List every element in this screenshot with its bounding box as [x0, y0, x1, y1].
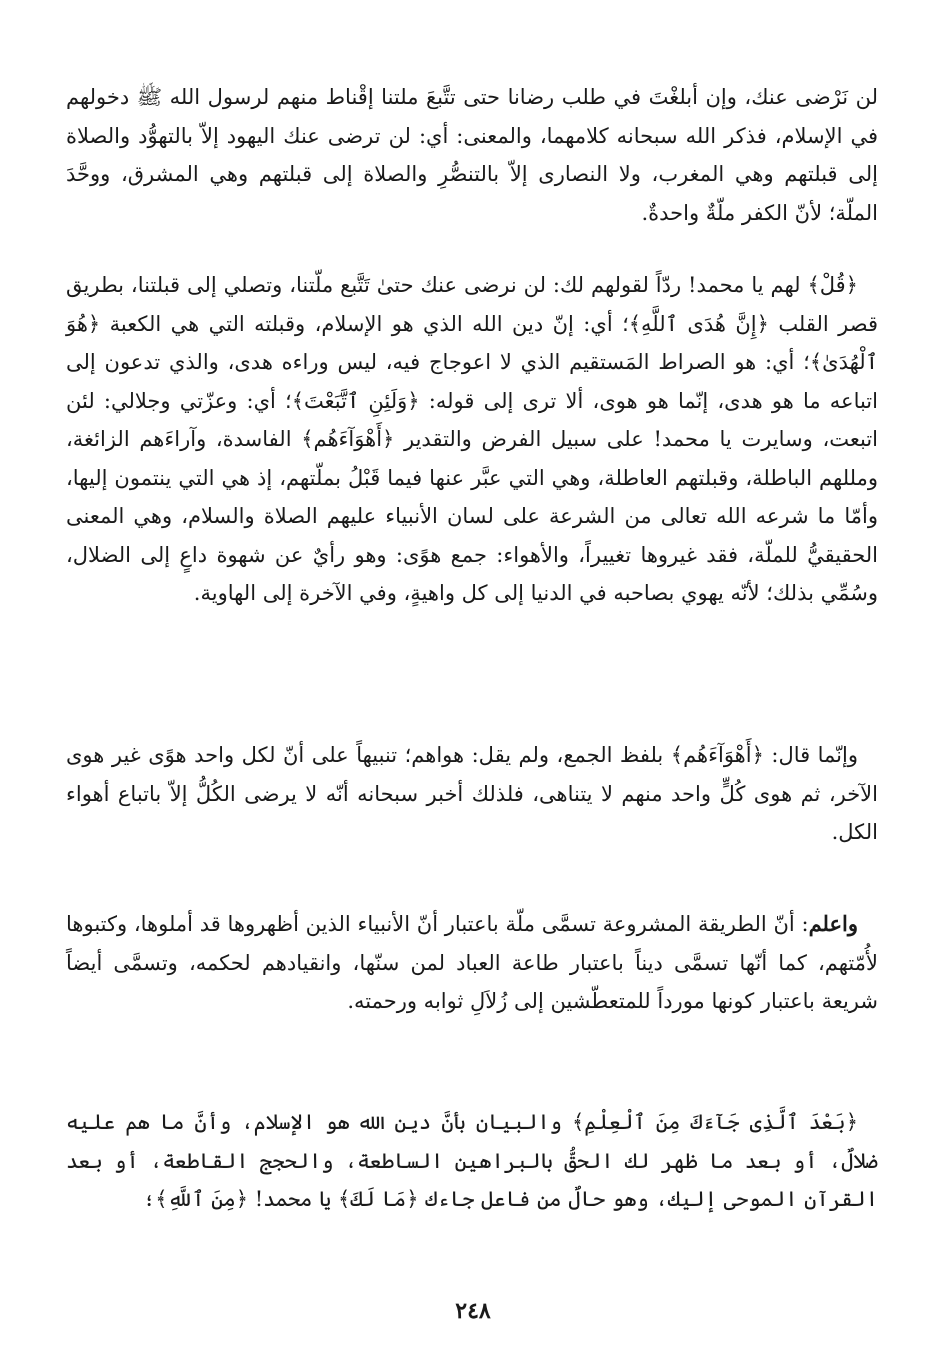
paragraph-4 [66, 905, 878, 1021]
page-number: ٢٤٨ [455, 1298, 491, 1324]
paragraph-1 [66, 78, 878, 232]
paragraph-5-text: ﴿بَعْدَ ٱلَّذِى جَآءَكَ مِنَ ٱلْعِلْمِ﴾ والبيان بأنَّ دين الله هو الإسلام، وأنَّ ما هم عليه ضلالٌ، أو بعد ما ظهر لك الحقُّ بالبراهين الساطعة، والحجج القاطعة، أو بعد القرآن الموحى إليك، وهو حالٌ من فاعل جاءك ﴿مَا لَكَ﴾ يا محمد! ﴿مِنَ ٱللَّهِ﴾؛ [66, 1110, 878, 1211]
paragraph-2 [66, 266, 878, 613]
paragraph-1-text: لن نَرْضى عنك، وإن أبلغْتَ في طلب رضانا حتى تتَّبعَ ملتنا إقْناط منهم لرسول الله ﷺ دخولهم في الإسلام، فذكر الله سبحانه كلامهما، والمعنى: أي: لن ترضى عنك اليهود إلاّ بالتهوُّد والصلاة إلى قبلتهم وهي المغرب، ولا النصارى إلاّ بالتنصُّرِ والصلاة إلى قبلتهم وهي المشرق، ووحَّدَ الملّة؛ لأنّ الكفر ملّةٌ واحدةٌ. [66, 85, 879, 225]
paragraph-4-text: : أنّ الطريقة المشروعة تسمَّى ملّة باعتبار أنّ الأنبياء الذين أظهروها قد أملوها، وكتبوها لأُمّتهم، كما أنّها تسمَّى ديناً باعتبار طاعة العباد لمن سنّها، وانقيادهم لحكمه، وتسمَّى أيضاً شريعة باعتبار كونها مورداً للمتعطّشين إلى زُلاَلِ ثوابه ورحمته. [66, 912, 878, 1013]
paragraph-3 [66, 736, 878, 852]
paragraph-4-lead-word: واعلم [808, 911, 858, 936]
paragraph-5 [66, 1103, 878, 1219]
paragraph-3-text: وإنّما قال: ﴿أَهْوَآءَهُم﴾ بلفظ الجمع، ولم يقل: هواهم؛ تنبيهاً على أنّ لكل واحد هوًى غير هوى الآخر، ثم هوى كُلٍّ واحد منهم لا يتناهى، فلذلك أخبر سبحانه أنّه لا يرضى الكُلُّ إلاّ باتباع أهواء الكل. [66, 743, 878, 844]
paragraph-2-text: ﴿قُلْ﴾ لهم يا محمد! ردّاً لقولهم لك: لن نرضى عنك حتىٰ تَتَّبع ملّتنا، وتصلي إلى قبلتنا، بطريق قصر القلب ﴿إِنَّ هُدَى ٱللَّهِ﴾؛ أي: إنّ دين الله الذي هو الإسلام، وقبلته التي هي الكعبة ﴿هُوَ ٱلْهُدَىٰ﴾؛ أي: هو الصراط المَستقيم الذي لا اعوجاج فيه، ليس وراءه هدى، والذي تدعون إلى اتباعه ما هو هدى، إنّما هو هوى، ألا ترى إلى قوله: ﴿وَلَئِنِ ٱتَّبَعْتَ﴾؛ أي: وعزّتي وجلالي: لئن اتبعت، وسايرت يا محمد! على سبيل الفرض والتقدير ﴿أَهْوَآءَهُم﴾ الفاسدة، وآراءَهم الزائغة، ومللهم الباطلة، وقبلتهم العاطلة، وهي التي عبَّر عنها فيما قَبْلُ بملّتهم، إذ هي التي ينتمون إليها، وأمّا ما شرعه الله تعالى من الشرعة على لسان الأنبياء عليهم الصلاة والسلام، وهي المعنى الحقيقيُّ للملّة، فقد غيروها تغييراً، والأهواء: جمع هوًى: وهو رأيٌ عن شهوة داعٍ إلى الضلال، وسُمِّي بذلك؛ لأنّه يهوي بصاحبه في الدنيا إلى كل واهيةٍ، وفي الآخرة إلى الهاوية. [66, 273, 878, 605]
